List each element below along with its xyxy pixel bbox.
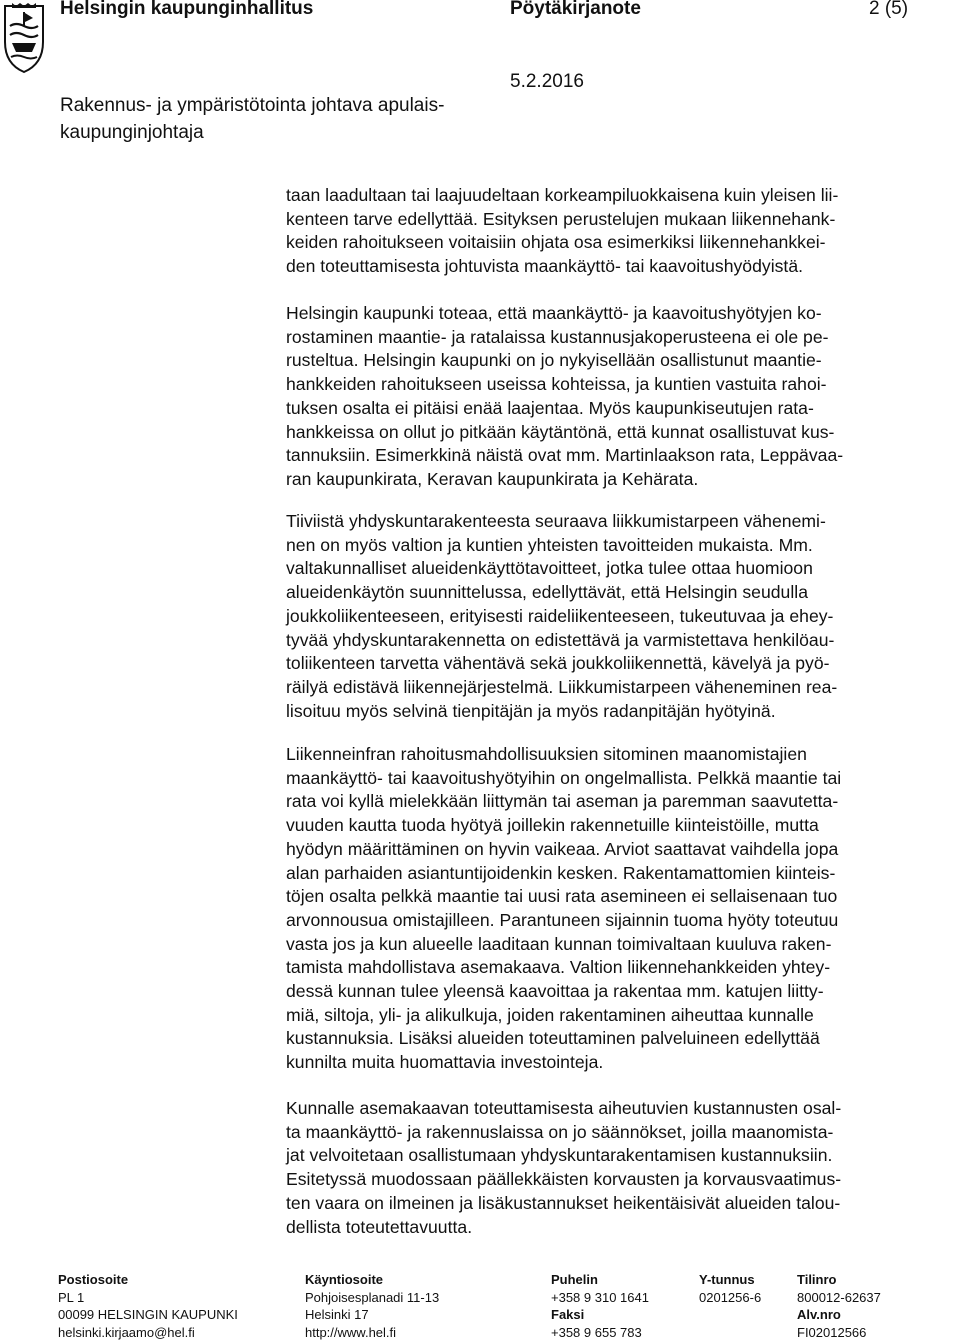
organization-name: Helsingin kaupunginhallitus [60,0,313,20]
footer-phone: Puhelin +358 9 310 1641 Faksi +358 9 655 783 [551,1271,649,1341]
paragraph-4: Liikenneinfran rahoitusmahdollisuuksien sitominen maanomistajien maankäyttö- tai kaavoitushyötyihin on ongelmallista. Pelkkä maantie tai rata voi kyllä mielekkään liittymän tai aseman ja paremman saavutetta- vuuden kautta tuoda hyötyä joillekin rakennetuille kiinteistöille, mutta hyödyn määrittäminen on hyvin vaikeaa. Arviot saattavat vaihdella jopa alan parhaiden asiantuntijoidenkin kesken. Rakentamattomien kiinteis- töjen osalta pelkkä maantie tai uusi rata asemineen ei sellaisenaan tuo arvonnousua omistajilleen. Parantuneen sijainnin tuoma hyöty toteutuu vasta jos ja kun alueelle laaditaan kunnan toimivaltaan kuuluva raken- tamista mahdollistava asemakaava. Valtion liikennehankkeiden yhtey- dessä kunnan tulee yleensä kaavoittaa ja rakentaa mm. katujen liitty- miä, siltoja, yli- ja alikulkuja, joiden rakentaminen aiheuttaa kunnalle kustannuksia. Lisäksi alueiden toteuttaminen palveluineen edellyttää kunnilta muita huomattavia investointeja. [286,743,942,1075]
footer-account: Tilinro 800012-62637 Alv.nro FI02012566 [797,1271,881,1341]
paragraph-2: Helsingin kaupunki toteaa, että maankäyttö- ja kaavoitushyötyjen ko- rostaminen maantie- ja ratalaissa kustannusjakoperusteena ei ole pe- rusteltua. Helsingin kaupunki on jo nykyisellään osallistunut maantie- hankkeiden rahoitukseen useissa kohteissa, ja kuntien vastuita rahoi- tuksen osalta ei pitäisi enää laajentaa. Myös kaupunkiseutujen rata- hankkeissa on ollut jo pitkään käytäntönä, että kunnat osallistuvat kus- tannuksiin. Esimerkkinä näistä ovat mm. Martinlaakson rata, Leppävaa- ran kaupunkirata, Keravan kaupunkirata ja Kehärata. [286,302,942,492]
footer-heading: Alv.nro [797,1306,881,1324]
footer-heading: Postiosoite [58,1271,238,1289]
document-type: Pöytäkirjanote [510,0,641,20]
footer-email: helsinki.kirjaamo@hel.fi [58,1324,238,1341]
meeting-date: 5.2.2016 [510,68,584,95]
paragraph-3: Tiiviistä yhdyskuntarakenteesta seuraava liikkumistarpeen vähenemi- nen on myös valtion ja kuntien yhteisten tavoitteiden mukaista. Mm. valtakunnalliset alueidenkäyttötavoitteet, jotka tulee ottaa huomioon alueidenkäytön suunnittelussa, edellyttävät, että Helsingin seudulla joukkoliikenteeseen, erityisesti raideliikenteeseen, tukeutuvaa ja ehey- tyvää yhdyskuntarakennetta on edistettävä ja varmistettava henkilöau- toliikenteen tarvetta vähentävä sekä joukkoliikennettä, kävelyä ja pyö- räilyä edistävä liikennejärjestelmä. Liikkumistarpeen väheneminen rea- lisoituu myös selvinä tienpitäjän ja myös radanpitäjän hyötyinä. [286,510,942,723]
helsinki-crest-logo [2,2,46,74]
footer-heading: Puhelin [551,1271,649,1289]
footer-website: http://www.hel.fi [305,1324,439,1341]
footer-postal-address: Postiosoite PL 1 00099 HELSINGIN KAUPUNKI helsinki.kirjaamo@hel.fi [58,1271,238,1341]
footer-business-id: Y-tunnus 0201256-6 [699,1271,761,1306]
footer-heading: Käyntiosoite [305,1271,439,1289]
footer-visiting-address: Käyntiosoite Pohjoisesplanadi 11-13 Helsinki 17 http://www.hel.fi [305,1271,439,1341]
unit-name: Rakennus- ja ympäristötointa johtava apulais- kaupunginjohtaja [60,92,444,146]
paragraph-5: Kunnalle asemakaavan toteuttamisesta aiheutuvien kustannusten osal- ta maankäyttö- ja rakennuslaissa on jo säännökset, joilla maanomista- jat velvoitetaan osallistumaan yhdyskuntarakentamisen kustannuksiin. Esitetyssä muodossaan päällekkäisten korvausten ja korvausvaatimus- ten vaara on ilmeinen ja lisäkustannukset heikentäisivät alueiden talou- dellista toteutettavuutta. [286,1097,942,1239]
page-number: 2 (5) [869,0,908,20]
footer-heading: Faksi [551,1306,649,1324]
footer-heading: Tilinro [797,1271,881,1289]
footer-heading: Y-tunnus [699,1271,761,1289]
paragraph-1: taan laadultaan tai laajuudeltaan korkeampiluokkaisena kuin yleisen lii- kenteen tarve edellyttää. Esityksen perustelujen mukaan liikennehank- keiden rahoitukseen voitaisiin ohjata osa esimerkiksi liikennehankkei- den toteuttamisesta johtuvista maankäyttö- tai kaavoitushyödyistä. [286,184,942,279]
